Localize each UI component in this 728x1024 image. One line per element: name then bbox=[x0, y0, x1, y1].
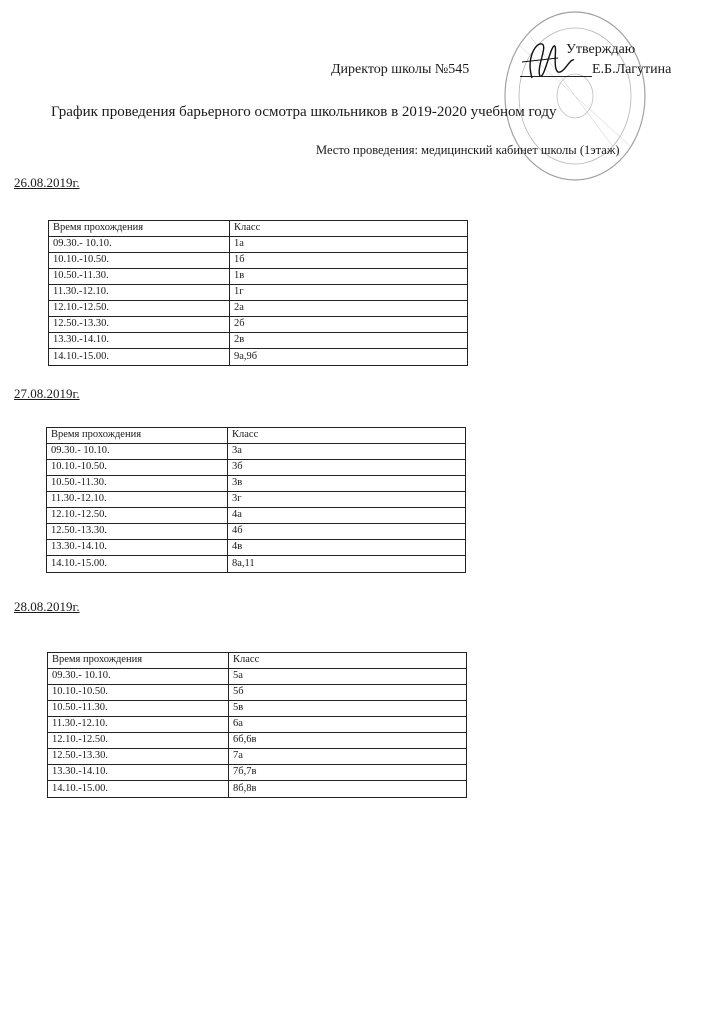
column-header-class: Класс bbox=[230, 221, 468, 237]
class-cell: 4а bbox=[228, 508, 466, 524]
time-cell: 10.50.-11.30. bbox=[49, 269, 230, 285]
table-row bbox=[47, 556, 466, 573]
table-row bbox=[47, 460, 466, 476]
class-cell: 4в bbox=[228, 540, 466, 556]
time-cell: 12.10.-12.50. bbox=[48, 733, 229, 749]
class-cell: 8б,8в bbox=[229, 781, 467, 798]
time-cell: 12.50.-13.30. bbox=[48, 749, 229, 765]
table-row bbox=[47, 492, 466, 508]
time-cell: 09.30.- 10.10. bbox=[48, 669, 229, 685]
time-cell: 13.30.-14.10. bbox=[47, 540, 228, 556]
schedule-date-1: 26.08.2019г. bbox=[14, 175, 80, 190]
document-title: График проведения барьерного осмотра школьников в 2019-2020 учебном году bbox=[51, 104, 557, 120]
table-row bbox=[49, 237, 468, 253]
table-row bbox=[49, 253, 468, 269]
table-row bbox=[48, 765, 467, 781]
class-cell: 1г bbox=[230, 285, 468, 301]
class-cell: 4б bbox=[228, 524, 466, 540]
table-row bbox=[49, 285, 468, 301]
class-cell: 3в bbox=[228, 476, 466, 492]
table-row bbox=[48, 685, 467, 701]
table-row bbox=[49, 317, 468, 333]
table-row bbox=[48, 669, 467, 685]
table-row bbox=[48, 701, 467, 717]
class-cell: 2а bbox=[230, 301, 468, 317]
class-cell: 2б bbox=[230, 317, 468, 333]
class-cell: 1б bbox=[230, 253, 468, 269]
class-cell: 3а bbox=[228, 444, 466, 460]
time-cell: 14.10.-15.00. bbox=[48, 781, 229, 798]
table-header-row bbox=[48, 653, 467, 669]
time-cell: 12.50.-13.30. bbox=[49, 317, 230, 333]
table-row bbox=[47, 444, 466, 460]
schedule-date-2: 27.08.2019г. bbox=[14, 386, 80, 401]
schedule-table-1 bbox=[48, 220, 468, 366]
table-row bbox=[48, 717, 467, 733]
column-header-time: Время прохождения bbox=[48, 653, 229, 669]
class-cell: 3б bbox=[228, 460, 466, 476]
table-row bbox=[48, 733, 467, 749]
time-cell: 14.10.-15.00. bbox=[49, 349, 230, 366]
class-cell: 2в bbox=[230, 333, 468, 349]
time-cell: 10.50.-11.30. bbox=[48, 701, 229, 717]
time-cell: 12.10.-12.50. bbox=[47, 508, 228, 524]
column-header-time: Время прохождения bbox=[49, 221, 230, 237]
column-header-class: Класс bbox=[229, 653, 467, 669]
time-cell: 10.50.-11.30. bbox=[47, 476, 228, 492]
class-cell: 5в bbox=[229, 701, 467, 717]
table-row bbox=[47, 508, 466, 524]
class-cell: 6б,6в bbox=[229, 733, 467, 749]
time-cell: 11.30.-12.10. bbox=[48, 717, 229, 733]
time-cell: 11.30.-12.10. bbox=[49, 285, 230, 301]
school-stamp-icon bbox=[500, 6, 650, 186]
column-header-class: Класс bbox=[228, 428, 466, 444]
table-header-row bbox=[49, 221, 468, 237]
column-header-time: Время прохождения bbox=[47, 428, 228, 444]
time-cell: 12.50.-13.30. bbox=[47, 524, 228, 540]
time-cell: 13.30.-14.10. bbox=[48, 765, 229, 781]
class-cell: 8а,11 bbox=[228, 556, 466, 573]
class-cell: 6а bbox=[229, 717, 467, 733]
time-cell: 10.10.-10.50. bbox=[49, 253, 230, 269]
class-cell: 3г bbox=[228, 492, 466, 508]
time-cell: 14.10.-15.00. bbox=[47, 556, 228, 573]
table-header-row bbox=[47, 428, 466, 444]
table-row bbox=[49, 349, 468, 366]
director-label: Директор школы №545 bbox=[331, 62, 470, 77]
class-cell: 7а bbox=[229, 749, 467, 765]
class-cell: 1а bbox=[230, 237, 468, 253]
class-cell: 7б,7в bbox=[229, 765, 467, 781]
class-cell: 5а bbox=[229, 669, 467, 685]
time-cell: 13.30.-14.10. bbox=[49, 333, 230, 349]
schedule-table-3 bbox=[47, 652, 467, 798]
approval-label: Утверждаю bbox=[566, 42, 636, 57]
table-row bbox=[47, 540, 466, 556]
schedule-table-2 bbox=[46, 427, 466, 573]
class-cell: 9а,9б bbox=[230, 349, 468, 366]
time-cell: 10.10.-10.50. bbox=[48, 685, 229, 701]
table-row bbox=[49, 301, 468, 317]
table-row bbox=[48, 749, 467, 765]
time-cell: 12.10.-12.50. bbox=[49, 301, 230, 317]
time-cell: 09.30.- 10.10. bbox=[47, 444, 228, 460]
time-cell: 10.10.-10.50. bbox=[47, 460, 228, 476]
table-row bbox=[48, 781, 467, 798]
table-row bbox=[47, 476, 466, 492]
director-name: Е.Б.Лагутина bbox=[592, 62, 672, 77]
table-row bbox=[49, 269, 468, 285]
table-row bbox=[49, 333, 468, 349]
class-cell: 5б bbox=[229, 685, 467, 701]
venue-text: Место проведения: медицинский кабинет школы (1этаж) bbox=[316, 143, 620, 157]
schedule-date-3: 28.08.2019г. bbox=[14, 599, 80, 614]
class-cell: 1в bbox=[230, 269, 468, 285]
time-cell: 09.30.- 10.10. bbox=[49, 237, 230, 253]
table-row bbox=[47, 524, 466, 540]
signature-line bbox=[520, 76, 592, 77]
time-cell: 11.30.-12.10. bbox=[47, 492, 228, 508]
